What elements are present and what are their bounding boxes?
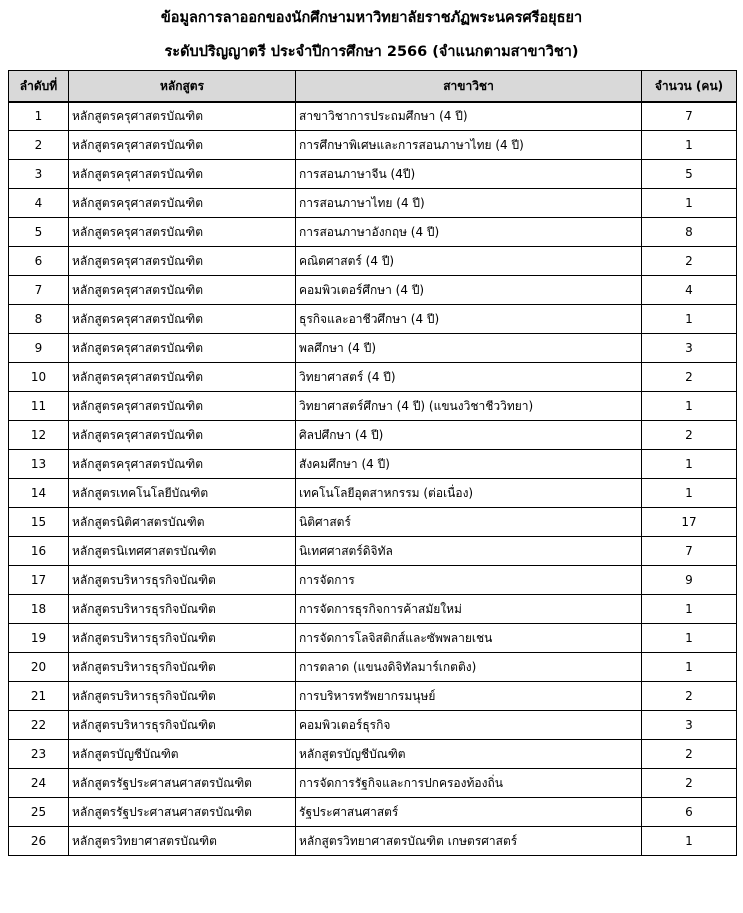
table-row	[9, 247, 737, 276]
table-row	[9, 421, 737, 450]
cell-major: การสอนภาษาไทย (4 ปี)	[296, 189, 642, 218]
cell-major: การบริหารทรัพยากรมนุษย์	[296, 682, 642, 711]
cell-no: 26	[9, 827, 69, 856]
cell-count: 1	[642, 392, 737, 421]
cell-major: ศิลปศึกษา (4 ปี)	[296, 421, 642, 450]
cell-count: 1	[642, 189, 737, 218]
cell-major: สาขาวิชาการประถมศึกษา (4 ปี)	[296, 102, 642, 131]
cell-major: คอมพิวเตอร์ธุรกิจ	[296, 711, 642, 740]
cell-no: 11	[9, 392, 69, 421]
cell-program: หลักสูตรครุศาสตรบัณฑิต	[69, 421, 296, 450]
table-header	[9, 71, 737, 102]
cell-no: 2	[9, 131, 69, 160]
cell-no: 20	[9, 653, 69, 682]
cell-program: หลักสูตรครุศาสตรบัณฑิต	[69, 102, 296, 131]
cell-no: 5	[9, 218, 69, 247]
cell-count: 2	[642, 740, 737, 769]
cell-program: หลักสูตรบริหารธุรกิจบัณฑิต	[69, 682, 296, 711]
table-row	[9, 363, 737, 392]
cell-count: 7	[642, 537, 737, 566]
cell-no: 14	[9, 479, 69, 508]
cell-major: นิติศาสตร์	[296, 508, 642, 537]
table-row	[9, 276, 737, 305]
cell-count: 17	[642, 508, 737, 537]
cell-no: 12	[9, 421, 69, 450]
cell-major: การตลาด (แขนงดิจิทัลมาร์เกตติง)	[296, 653, 642, 682]
cell-count: 2	[642, 421, 737, 450]
cell-program: หลักสูตรครุศาสตรบัณฑิต	[69, 305, 296, 334]
cell-count: 8	[642, 218, 737, 247]
cell-major: การศึกษาพิเศษและการสอนภาษาไทย (4 ปี)	[296, 131, 642, 160]
cell-major: พลศึกษา (4 ปี)	[296, 334, 642, 363]
table-row	[9, 624, 737, 653]
cell-no: 21	[9, 682, 69, 711]
table-row	[9, 450, 737, 479]
cell-count: 6	[642, 798, 737, 827]
cell-no: 25	[9, 798, 69, 827]
cell-count: 2	[642, 363, 737, 392]
cell-count: 2	[642, 682, 737, 711]
cell-program: หลักสูตรครุศาสตรบัณฑิต	[69, 450, 296, 479]
table-row	[9, 392, 737, 421]
cell-program: หลักสูตรเทคโนโลยีบัณฑิต	[69, 479, 296, 508]
header-major: สาขาวิชา	[296, 71, 642, 102]
cell-program: หลักสูตรบริหารธุรกิจบัณฑิต	[69, 566, 296, 595]
cell-count: 1	[642, 653, 737, 682]
cell-no: 10	[9, 363, 69, 392]
cell-major: วิทยาศาสตร์ (4 ปี)	[296, 363, 642, 392]
cell-no: 22	[9, 711, 69, 740]
resignation-table	[8, 70, 737, 856]
cell-no: 17	[9, 566, 69, 595]
cell-major: วิทยาศาสตร์ศึกษา (4 ปี) (แขนงวิชาชีววิทยา)	[296, 392, 642, 421]
cell-program: หลักสูตรครุศาสตรบัณฑิต	[69, 160, 296, 189]
header-program: หลักสูตร	[69, 71, 296, 102]
cell-count: 5	[642, 160, 737, 189]
cell-program: หลักสูตรบริหารธุรกิจบัณฑิต	[69, 711, 296, 740]
cell-count: 2	[642, 769, 737, 798]
header-no: ลำดับที่	[9, 71, 69, 102]
cell-program: หลักสูตรครุศาสตรบัณฑิต	[69, 189, 296, 218]
cell-major: เทคโนโลยีอุตสาหกรรม (ต่อเนื่อง)	[296, 479, 642, 508]
cell-major: หลักสูตรวิทยาศาสตรบัณฑิต เกษตรศาสตร์	[296, 827, 642, 856]
cell-count: 3	[642, 711, 737, 740]
cell-no: 1	[9, 102, 69, 131]
table-row	[9, 682, 737, 711]
document-title: ข้อมูลการลาออกของนักศึกษามหาวิทยาลัยราชภัฏพระนครศรีอยุธยา	[160, 10, 583, 26]
cell-program: หลักสูตรครุศาสตรบัณฑิต	[69, 247, 296, 276]
cell-program: หลักสูตรครุศาสตรบัณฑิต	[69, 131, 296, 160]
cell-program: หลักสูตรครุศาสตรบัณฑิต	[69, 363, 296, 392]
cell-major: รัฐประศาสนศาสตร์	[296, 798, 642, 827]
cell-program: หลักสูตรนิเทศศาสตรบัณฑิต	[69, 537, 296, 566]
cell-no: 23	[9, 740, 69, 769]
cell-program: หลักสูตรบริหารธุรกิจบัณฑิต	[69, 624, 296, 653]
cell-program: หลักสูตรครุศาสตรบัณฑิต	[69, 334, 296, 363]
cell-major: นิเทศศาสตร์ดิจิทัล	[296, 537, 642, 566]
header-count: จำนวน (คน)	[642, 71, 737, 102]
cell-count: 4	[642, 276, 737, 305]
cell-program: หลักสูตรรัฐประศาสนศาสตรบัณฑิต	[69, 798, 296, 827]
cell-no: 16	[9, 537, 69, 566]
cell-program: หลักสูตรวิทยาศาสตรบัณฑิต	[69, 827, 296, 856]
cell-no: 4	[9, 189, 69, 218]
table-row	[9, 218, 737, 247]
cell-count: 2	[642, 247, 737, 276]
document-subtitle: ระดับปริญญาตรี ประจำปีการศึกษา 2566 (จำแนกตามสาขาวิชา)	[164, 44, 579, 60]
header-row	[9, 71, 737, 102]
cell-no: 8	[9, 305, 69, 334]
cell-no: 3	[9, 160, 69, 189]
table-row	[9, 508, 737, 537]
table-row	[9, 479, 737, 508]
cell-no: 24	[9, 769, 69, 798]
cell-program: หลักสูตรครุศาสตรบัณฑิต	[69, 392, 296, 421]
cell-count: 9	[642, 566, 737, 595]
table-row	[9, 827, 737, 856]
cell-major: คอมพิวเตอร์ศึกษา (4 ปี)	[296, 276, 642, 305]
table-row	[9, 711, 737, 740]
cell-no: 6	[9, 247, 69, 276]
cell-count: 1	[642, 595, 737, 624]
table-row	[9, 537, 737, 566]
cell-program: หลักสูตรครุศาสตรบัณฑิต	[69, 218, 296, 247]
table-row	[9, 740, 737, 769]
cell-major: การสอนภาษาจีน (4ปี)	[296, 160, 642, 189]
table-body	[9, 102, 737, 856]
table-row	[9, 189, 737, 218]
table-row	[9, 595, 737, 624]
cell-no: 7	[9, 276, 69, 305]
cell-program: หลักสูตรบัญชีบัณฑิต	[69, 740, 296, 769]
cell-count: 1	[642, 450, 737, 479]
table-row	[9, 798, 737, 827]
table-row	[9, 131, 737, 160]
table-row	[9, 566, 737, 595]
cell-major: การจัดการโลจิสติกส์และซัพพลายเชน	[296, 624, 642, 653]
cell-major: การจัดการธุรกิจการค้าสมัยใหม่	[296, 595, 642, 624]
cell-major: หลักสูตรบัญชีบัณฑิต	[296, 740, 642, 769]
table-row	[9, 160, 737, 189]
cell-count: 1	[642, 479, 737, 508]
cell-major: สังคมศึกษา (4 ปี)	[296, 450, 642, 479]
table-row	[9, 334, 737, 363]
cell-no: 15	[9, 508, 69, 537]
cell-program: หลักสูตรบริหารธุรกิจบัณฑิต	[69, 653, 296, 682]
cell-count: 1	[642, 827, 737, 856]
table-row	[9, 769, 737, 798]
cell-count: 1	[642, 131, 737, 160]
table-row	[9, 653, 737, 682]
cell-program: หลักสูตรรัฐประศาสนศาสตรบัณฑิต	[69, 769, 296, 798]
table-row	[9, 305, 737, 334]
cell-major: การจัดการ	[296, 566, 642, 595]
cell-program: หลักสูตรนิติศาสตรบัณฑิต	[69, 508, 296, 537]
cell-no: 18	[9, 595, 69, 624]
cell-major: การสอนภาษาอังกฤษ (4 ปี)	[296, 218, 642, 247]
cell-program: หลักสูตรบริหารธุรกิจบัณฑิต	[69, 595, 296, 624]
cell-count: 1	[642, 305, 737, 334]
cell-no: 13	[9, 450, 69, 479]
cell-major: การจัดการรัฐกิจและการปกครองท้องถิ่น	[296, 769, 642, 798]
cell-no: 9	[9, 334, 69, 363]
cell-no: 19	[9, 624, 69, 653]
cell-count: 3	[642, 334, 737, 363]
cell-count: 7	[642, 102, 737, 131]
cell-major: ธุรกิจและอาชีวศึกษา (4 ปี)	[296, 305, 642, 334]
cell-program: หลักสูตรครุศาสตรบัณฑิต	[69, 276, 296, 305]
cell-count: 1	[642, 624, 737, 653]
cell-major: คณิตศาสตร์ (4 ปี)	[296, 247, 642, 276]
table-row	[9, 102, 737, 131]
